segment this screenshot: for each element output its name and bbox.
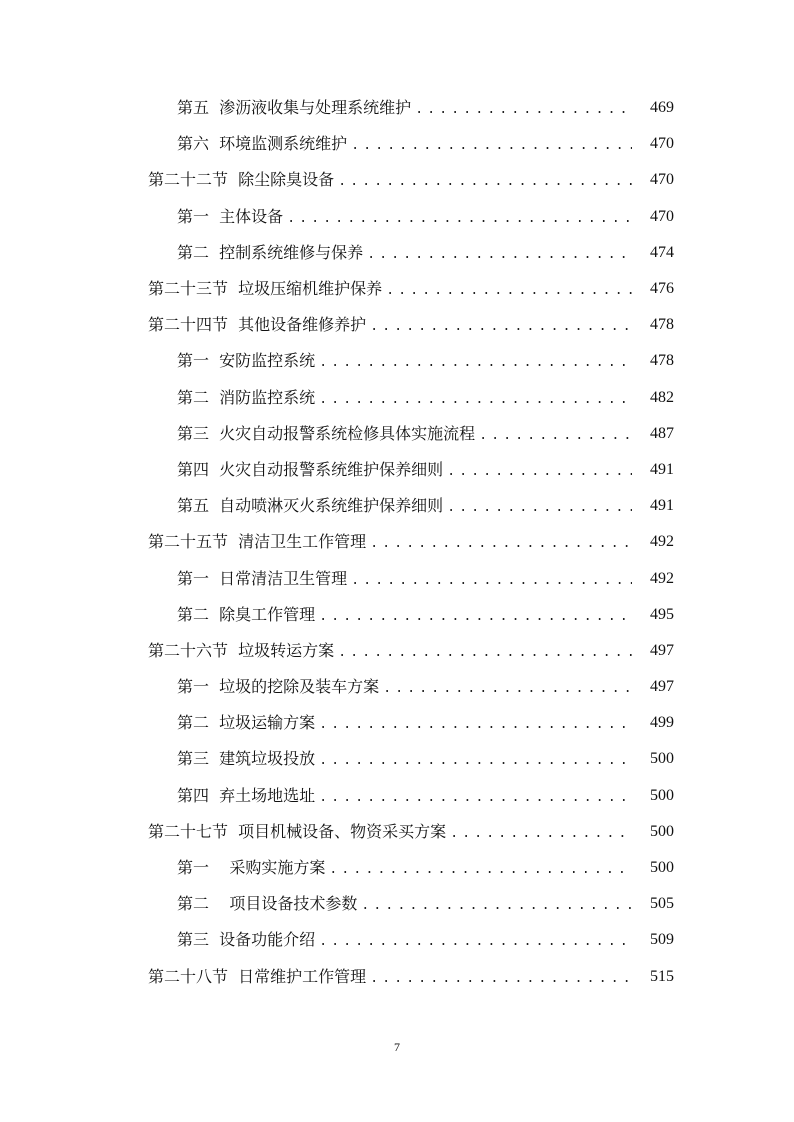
toc-entry-title: 第一 安防监控系统 [177,351,319,371]
toc-dot-leader [351,571,632,591]
toc-page-number: 500 [650,750,674,768]
toc-subsection-entry[interactable] [0,235,794,271]
toc-subsection-entry[interactable] [0,380,794,416]
toc-dot-leader [386,281,632,301]
toc-section-entry[interactable] [0,959,794,995]
toc-subsection-entry[interactable] [0,778,794,814]
toc-page-number: 470 [650,171,674,189]
toc-entry-title: 第一 主体设备 [177,207,287,227]
toc-entry-title: 第二十四节 其他设备维修养护 [148,315,370,335]
toc-page-number: 500 [650,822,674,840]
toc-page-number: 491 [650,497,674,515]
toc-entry-title: 第三 设备功能介绍 [177,930,319,950]
toc-subsection-entry[interactable] [0,705,794,741]
toc-entry-title: 第五 自动喷淋灭火系统维护保养细则 [177,496,447,516]
toc-entry-title: 第二 除臭工作管理 [177,605,319,625]
toc-section-entry[interactable] [0,271,794,307]
toc-page-number: 487 [650,424,674,442]
toc-page-number: 497 [650,678,674,696]
toc-subsection-entry[interactable] [0,560,794,596]
toc-dot-leader [338,172,632,192]
toc-page-number: 478 [650,316,674,334]
toc-dot-leader [319,353,632,373]
toc-entry-title: 第二 控制系统维修与保养 [177,243,367,263]
toc-page-number: 492 [650,533,674,551]
toc-subsection-entry[interactable] [0,850,794,886]
toc-entry-title: 第三 建筑垃圾投放 [177,749,319,769]
toc-page-number: 509 [650,931,674,949]
page-number: 7 [394,1040,400,1054]
toc-dot-leader [367,245,632,265]
toc-entry-title: 第二 项目设备技术参数 [177,894,361,914]
toc-subsection-entry[interactable] [0,126,794,162]
toc-entry-title: 第六 环境监测系统维护 [177,134,351,154]
toc-dot-leader [447,498,632,518]
toc-dot-leader [287,209,632,229]
toc-dot-leader [351,136,632,156]
toc-dot-leader [319,751,632,771]
toc-dot-leader [319,932,632,952]
toc-entry-title: 第一 垃圾的挖除及装车方案 [177,677,383,697]
toc-section-entry[interactable] [0,633,794,669]
toc-subsection-entry[interactable] [0,416,794,452]
toc-dot-leader [383,679,632,699]
toc-dot-leader [370,969,632,989]
toc-entry-title: 第三 火灾自动报警系统检修具体实施流程 [177,424,479,444]
toc-subsection-entry[interactable] [0,488,794,524]
toc-subsection-entry[interactable] [0,669,794,705]
toc-dot-leader [415,100,632,120]
toc-entry-title: 第二十二节 除尘除臭设备 [148,170,338,190]
toc-subsection-entry[interactable] [0,343,794,379]
toc-dot-leader [319,788,632,808]
toc-page-number: 469 [650,99,674,117]
toc-page-number: 497 [650,641,674,659]
toc-page-number: 500 [650,786,674,804]
toc-subsection-entry[interactable] [0,741,794,777]
toc-dot-leader [329,860,632,880]
toc-dot-leader [370,534,632,554]
toc-subsection-entry[interactable] [0,452,794,488]
toc-entry-title: 第二十六节 垃圾转运方案 [148,641,338,661]
toc-entry-title: 第二 垃圾运输方案 [177,713,319,733]
toc-subsection-entry[interactable] [0,922,794,958]
toc-section-entry[interactable] [0,307,794,343]
toc-page-number: 499 [650,714,674,732]
toc-section-entry[interactable] [0,524,794,560]
toc-page-number: 470 [650,135,674,153]
toc-subsection-entry[interactable] [0,90,794,126]
toc-entry-title: 第二十八节 日常维护工作管理 [148,967,370,987]
toc-page-number: 492 [650,569,674,587]
toc-page-number: 474 [650,243,674,261]
toc-dot-leader [319,715,632,735]
toc-section-entry[interactable] [0,814,794,850]
toc-dot-leader [319,390,632,410]
toc-subsection-entry[interactable] [0,199,794,235]
toc-dot-leader [479,426,632,446]
toc-subsection-entry[interactable] [0,597,794,633]
toc-dot-leader [319,607,632,627]
toc-entry-title: 第一 采购实施方案 [177,858,329,878]
toc-section-entry[interactable] [0,162,794,198]
toc-entry-title: 第四 弃土场地选址 [177,786,319,806]
toc-entry-title: 第四 火灾自动报警系统维护保养细则 [177,460,447,480]
toc-page-number: 476 [650,280,674,298]
toc-entry-title: 第二十三节 垃圾压缩机维护保养 [148,279,386,299]
toc-entry-title: 第二十七节 项目机械设备、物资采买方案 [148,822,450,842]
toc-page-number: 482 [650,388,674,406]
toc-page-number: 478 [650,352,674,370]
table-of-contents [0,90,794,995]
toc-entry-title: 第二十五节 清洁卫生工作管理 [148,532,370,552]
toc-entry-title: 第五 渗沥液收集与处理系统维护 [177,98,415,118]
toc-dot-leader [447,462,632,482]
toc-page-number: 500 [650,859,674,877]
toc-entry-title: 第一 日常清洁卫生管理 [177,569,351,589]
toc-dot-leader [338,643,632,663]
toc-dot-leader [450,824,632,844]
toc-page-number: 495 [650,605,674,623]
toc-page-number: 470 [650,207,674,225]
toc-page-number: 505 [650,895,674,913]
toc-dot-leader [361,896,632,916]
toc-page-number: 515 [650,967,674,985]
toc-dot-leader [370,317,632,337]
toc-page-number: 491 [650,460,674,478]
toc-entry-title: 第二 消防监控系统 [177,388,319,408]
toc-subsection-entry[interactable] [0,886,794,922]
